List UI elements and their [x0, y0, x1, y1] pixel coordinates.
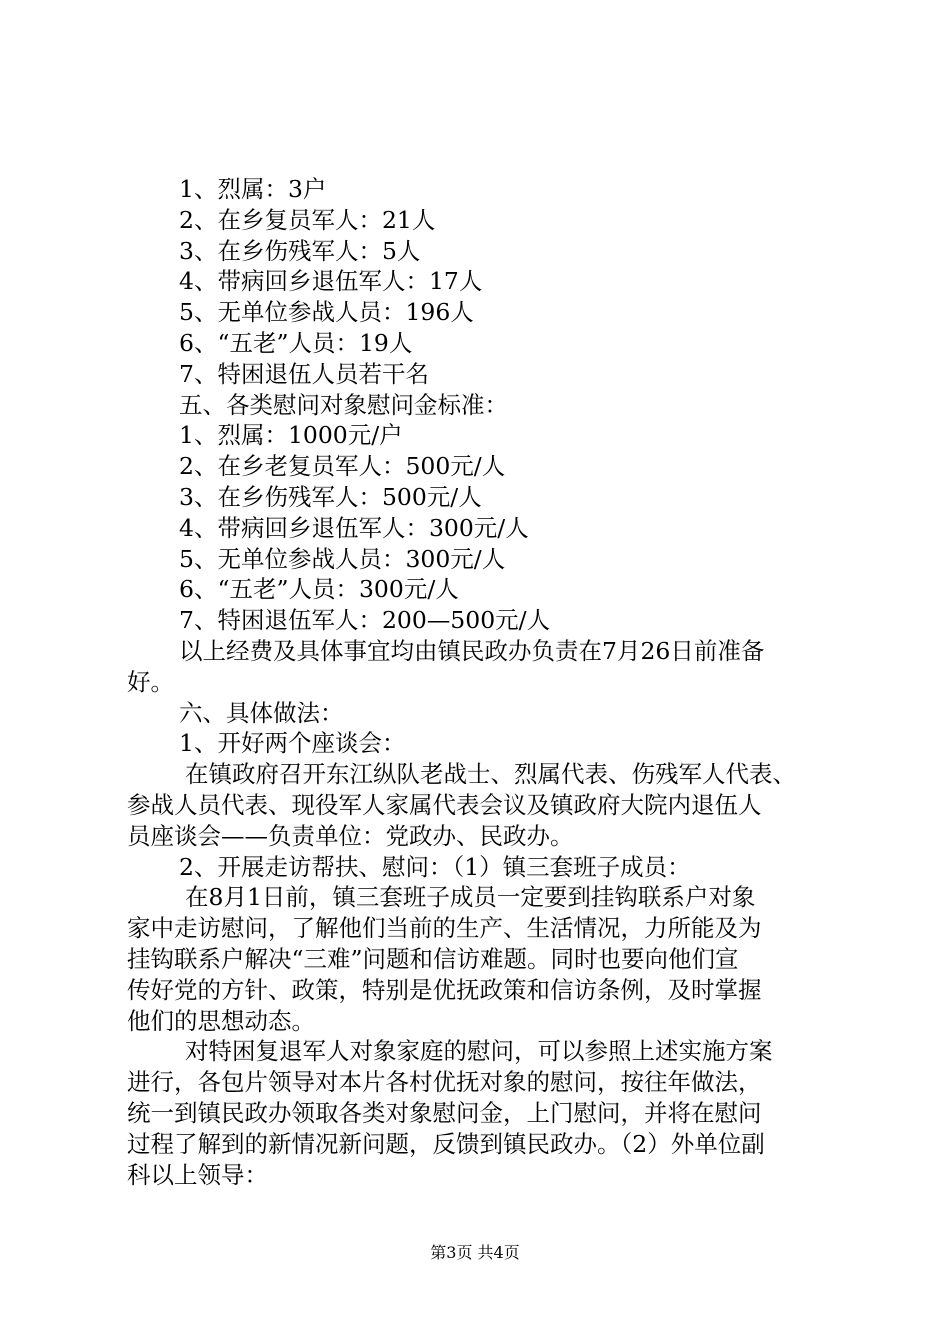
text-line: 6、“五老”人员：19人	[179, 328, 413, 357]
text-line: 5、无单位参战人员：300元/人	[179, 544, 506, 573]
document-body	[127, 174, 837, 1190]
text-line: 5、无单位参战人员：196人	[179, 298, 474, 327]
text-line: 7、特困退伍人员若干名	[179, 359, 429, 388]
text-line: 在8月1日前，镇三套班子成员一定要到挂钩联系户对象	[185, 883, 756, 912]
text-line: 科以上领导：	[127, 1160, 268, 1189]
text-line: 2、开展走访帮扶、慰问：（1）镇三套班子成员：	[179, 852, 691, 881]
text-line: 员座谈会——负责单位：党政办、民政办。	[127, 821, 574, 850]
text-line: 2、在乡复员军人：21人	[179, 205, 436, 234]
page-footer: 第3页 共4页	[430, 1243, 520, 1262]
text-line: 五、各类慰问对象慰问金标准：	[179, 390, 508, 419]
text-line: 他们的思想动态。	[127, 1006, 315, 1035]
text-line: 进行，各包片领导对本片各村优抚对象的慰问，按往年做法，	[127, 1068, 762, 1097]
text-line: 统一到镇民政办领取各类对象慰问金，上门慰问，并将在慰问	[127, 1098, 762, 1127]
text-line: 家中走访慰问，了解他们当前的生产、生活情况，力所能及为	[127, 914, 762, 943]
text-line: 挂钩联系户解决“三难”问题和信访难题。同时也要向他们宣	[127, 944, 739, 973]
text-line: 传好党的方针、政策，特别是优抚政策和信访条例，及时掌握	[127, 975, 762, 1004]
text-line: 以上经费及具体事宜均由镇民政办负责在7月26日前准备	[179, 636, 765, 665]
text-line: 4、带病回乡退伍军人：300元/人	[179, 513, 529, 542]
text-line: 1、开好两个座谈会：	[179, 729, 406, 758]
text-line: 对特困复退军人对象家庭的慰问，可以参照上述实施方案	[185, 1037, 773, 1066]
text-line: 3、在乡伤残军人：5人	[179, 236, 421, 265]
text-line: 1、烈属：3户	[179, 175, 327, 203]
text-line: 过程了解到的新情况新问题，反馈到镇民政办。（2）外单位副	[127, 1129, 765, 1158]
text-line: 在镇政府召开东江纵队老战士、烈属代表、伤残军人代表、	[185, 760, 796, 789]
text-line: 参战人员代表、现役军人家属代表会议及镇政府大院内退伍人	[127, 790, 762, 819]
text-line: 1、烈属：1000元/户	[179, 421, 403, 450]
text-line: 2、在乡老复员军人：500元/人	[179, 452, 506, 481]
text-line: 6、“五老”人员：300元/人	[179, 575, 459, 604]
text-line: 4、带病回乡退伍军人：17人	[179, 267, 483, 296]
text-line: 7、特困退伍军人：200—500元/人	[179, 606, 551, 635]
text-line: 3、在乡伤残军人：500元/人	[179, 482, 482, 511]
text-line: 六、具体做法：	[179, 698, 344, 727]
text-line: 好。	[127, 667, 174, 696]
